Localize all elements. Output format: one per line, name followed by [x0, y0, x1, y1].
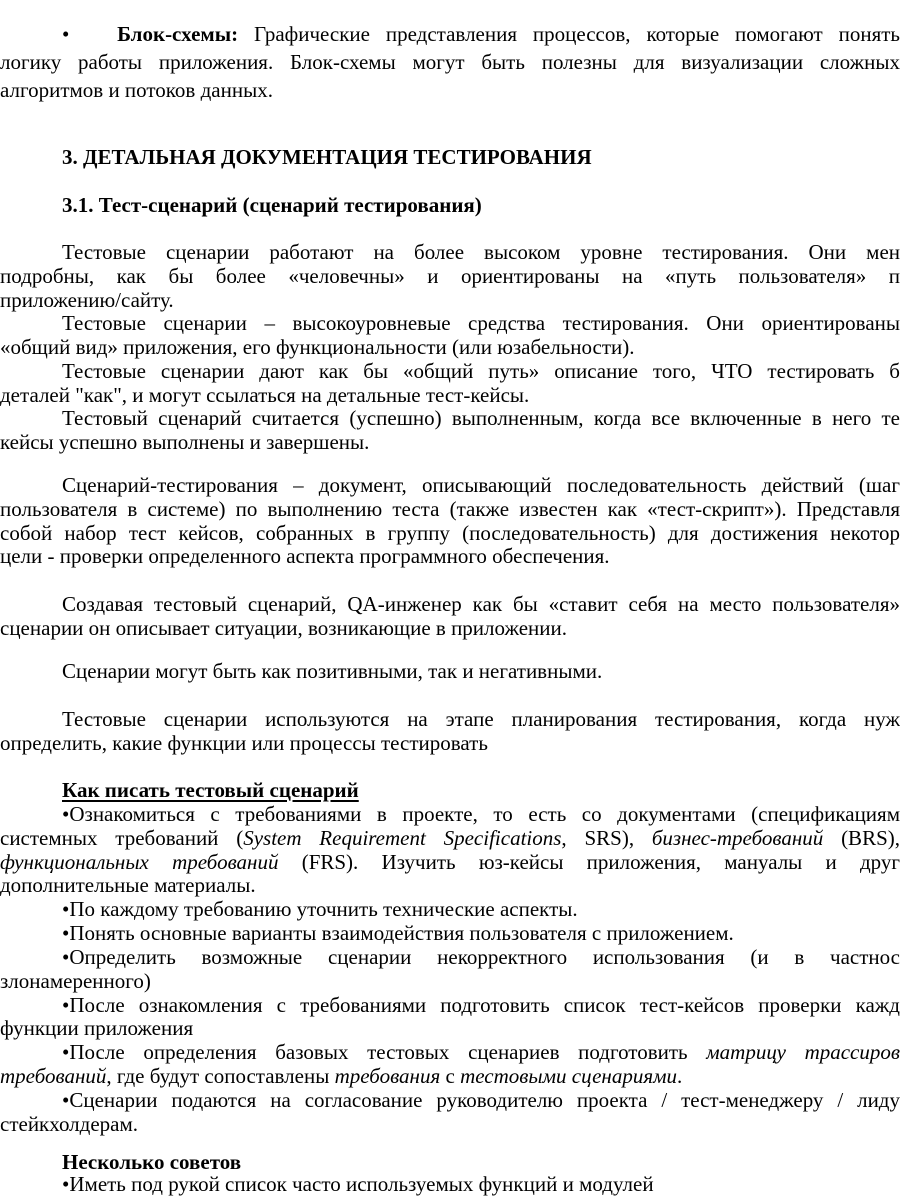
tips-heading: Несколько советов — [62, 1150, 242, 1174]
intro-line-1 — [62, 22, 900, 46]
paragraph-line: Тестовые сценарии – высокоуровневые средства тестирования. Они ориентированы — [62, 311, 900, 335]
how-to-item-4-line-2: злонамеренного) — [0, 969, 151, 993]
section-heading: 3. ДЕТАЛЬНАЯ ДОКУМЕНТАЦИЯ ТЕСТИРОВАНИЯ — [62, 145, 592, 169]
paragraph-line: Тестовые сценарии дают как бы «общий путь» описание того, ЧТО тестировать б — [62, 359, 900, 383]
paragraph-line: пользователя в системе) по выполнению теста (также известен как «тест-скрипт»). Представля — [0, 497, 900, 521]
paragraph-line: подробны, как бы более «человечны» и ориентированы на «путь пользователя» п — [0, 264, 900, 288]
how-to-item-3: •Понять основные варианты взаимодействия пользователя с приложением. — [62, 921, 734, 945]
intro-text-1: Графические представления процессов, которые помогают понять — [238, 22, 900, 46]
bullet-icon: • — [62, 22, 70, 46]
how-to-item-1-line-3: функциональных требований (FRS). Изучить юз-кейсы приложения, мануалы и друг — [0, 850, 900, 874]
bullet-icon: • — [62, 1172, 70, 1196]
bullet-icon: • — [62, 993, 70, 1017]
how-to-item-1-line-1: •Ознакомиться с требованиями в проекте, то есть со документами (спецификациям — [62, 802, 900, 826]
paragraph-line: Тестовые сценарии используются на этапе планирования тестирования, когда нуж — [62, 707, 900, 731]
paragraph-line: Создавая тестовый сценарий, QA-инженер как бы «ставит себя на место пользователя» — [62, 592, 900, 616]
paragraph-line: собой набор тест кейсов, собранных в группу (последовательность) для достижения некотор — [0, 521, 900, 545]
how-to-item-7-line-2: стейкхолдерам. — [0, 1112, 139, 1136]
paragraph-line: сценарии он описывает ситуации, возникающие в приложении. — [0, 616, 568, 640]
intro-line-3: алгоритмов и потоков данных. — [0, 78, 273, 102]
bullet-icon: • — [62, 1088, 70, 1112]
paragraph-line: приложению/сайту. — [0, 288, 174, 312]
how-to-item-1-line-2: системных требований (System Requirement Specifications, SRS), бизнес-требований (BRS), — [0, 826, 900, 850]
how-to-item-7-line-1: •Сценарии подаются на согласование руководителю проекта / тест-менеджеру / лиду — [62, 1088, 900, 1112]
how-to-item-5-line-2: функции приложения — [0, 1016, 194, 1040]
bullet-icon: • — [62, 897, 70, 921]
subsection-heading: 3.1. Тест-сценарий (сценарий тестирования) — [62, 193, 482, 217]
how-to-heading: Как писать тестовый сценарий — [62, 778, 359, 802]
tips-item-1: •Иметь под рукой список часто используемых функций и модулей — [62, 1172, 654, 1196]
paragraph-line: определить, какие функции или процессы тестировать — [0, 731, 488, 755]
paragraph-line: кейсы успешно выполнены и завершены. — [0, 430, 370, 454]
bullet-icon: • — [62, 921, 70, 945]
how-to-item-6-line-1: •После определения базовых тестовых сценариев подготовить матрицу трассиров — [62, 1040, 900, 1064]
how-to-item-4-line-1: •Определить возможные сценарии некорректного использования (и в частнос — [62, 945, 900, 969]
how-to-item-1-line-4: дополнительные материалы. — [0, 873, 256, 897]
paragraph-line: «общий вид» приложения, его функциональности (или юзабельности). — [0, 335, 635, 359]
how-to-item-6-line-2: требований, где будут сопоставлены требования с тестовыми сценариями. — [0, 1064, 683, 1088]
intro-term: Блок-схемы: — [117, 22, 239, 46]
bullet-icon: • — [62, 802, 70, 826]
paragraph-line: деталей "как", и могут ссылаться на детальные тест-кейсы. — [0, 383, 530, 407]
how-to-item-5-line-1: •После ознакомления с требованиями подготовить список тест-кейсов проверки кажд — [62, 993, 900, 1017]
bullet-icon: • — [62, 945, 70, 969]
paragraph-line: Тестовый сценарий считается (успешно) выполненным, когда все включенные в него те — [62, 406, 900, 430]
paragraph-line: цели - проверки определенного аспекта программного обеспечения. — [0, 544, 610, 568]
bullet-icon: • — [62, 1040, 70, 1064]
intro-line-2: логику работы приложения. Блок-схемы могут быть полезны для визуализации сложных — [0, 50, 900, 74]
paragraph-line: Сценарии могут быть как позитивными, так и негативными. — [62, 659, 603, 683]
paragraph-line: Сценарий-тестирования – документ, описывающий последовательность действий (шаг — [62, 473, 900, 497]
how-to-item-2: •По каждому требованию уточнить технические аспекты. — [62, 897, 578, 921]
paragraph-line: Тестовые сценарии работают на более высоком уровне тестирования. Они мен — [62, 240, 900, 264]
